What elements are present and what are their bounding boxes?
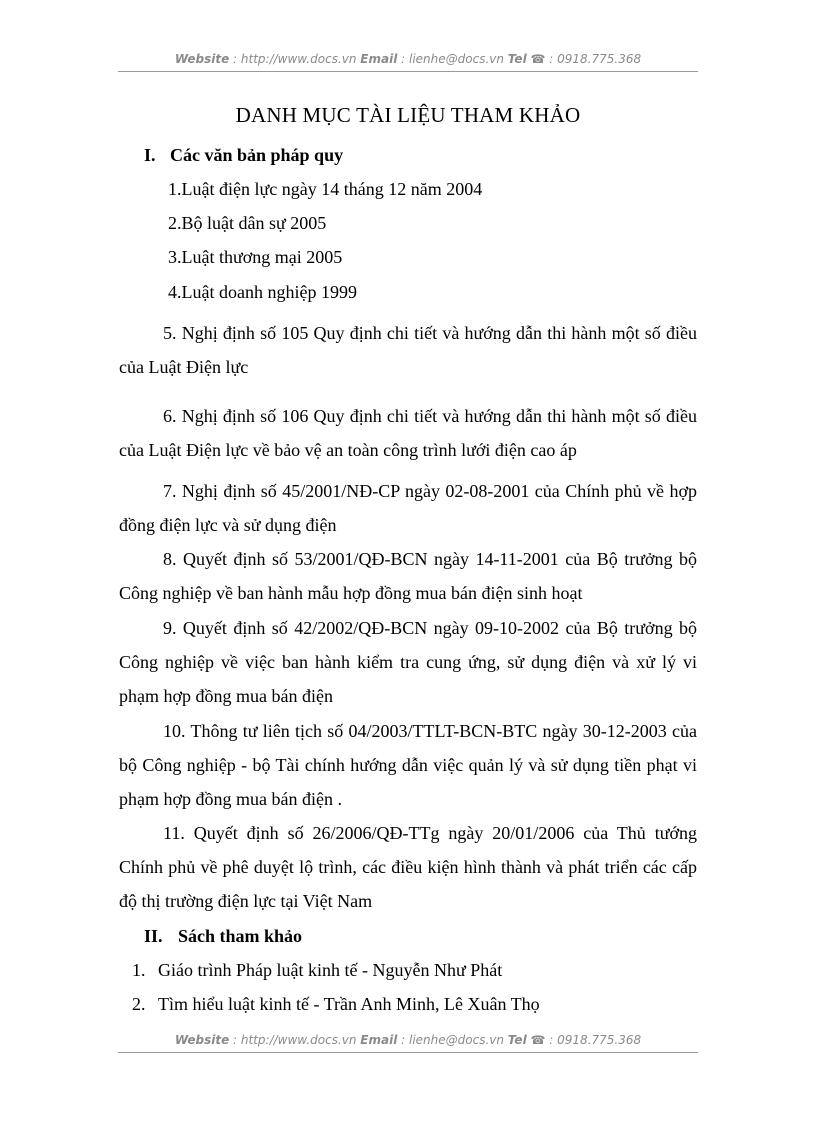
- section-number: I.: [144, 145, 156, 165]
- section-heading-legal-documents: [144, 145, 343, 166]
- list-item: 10. Thông tư liên tịch số 04/2003/TTLT-BCN-BTC ngày 30-12-2003 của bộ Công nghiệp - bộ Tài chính hướng dẫn việc quản lý và sử dụng tiền phạt vi phạm hợp đồng mua bán điện .: [119, 721, 697, 809]
- list-item: 1.Luật điện lực ngày 14 tháng 12 năm 2004: [168, 179, 483, 199]
- list-item: 7. Nghị định số 45/2001/NĐ-CP ngày 02-08-2001 của Chính phủ về hợp đồng điện lực và sử dụng điện: [119, 481, 697, 535]
- page-footer: [118, 1033, 698, 1047]
- section-title: Các văn bản pháp quy: [170, 145, 344, 165]
- page-title: DANH MỤC TÀI LIỆU THAM KHẢO: [235, 103, 581, 127]
- footer-divider: [118, 1052, 698, 1053]
- header-tel-label: Tel: [507, 52, 527, 66]
- section-title: Sách tham khảo: [178, 926, 303, 946]
- header-email-label: Email: [360, 52, 398, 66]
- list-item: 8. Quyết định số 53/2001/QĐ-BCN ngày 14-11-2001 của Bộ trưởng bộ Công nghiệp về ban hành mẫu hợp đồng mua bán điện sinh hoạt: [119, 549, 697, 603]
- header-divider: [118, 71, 698, 72]
- list-item: 6. Nghị định số 106 Quy định chi tiết và hướng dẫn thi hành một số điều của Luật Điện lực về bảo vệ an toàn công trình lưới điện cao áp: [119, 406, 697, 460]
- footer-tel-label: Tel: [507, 1033, 527, 1047]
- header-website-value: : http://www.docs.vn: [229, 52, 361, 66]
- list-item: 2.Bộ luật dân sự 2005: [168, 213, 327, 233]
- footer-email-value: : lienhe@docs.vn: [397, 1033, 508, 1047]
- section-heading-reference-books: [144, 926, 302, 947]
- footer-website-value: : http://www.docs.vn: [229, 1033, 361, 1047]
- header-email-value: : lienhe@docs.vn: [397, 52, 508, 66]
- list-item-text: Tìm hiểu luật kinh tế - Trần Anh Minh, Lê Xuân Thọ: [158, 994, 540, 1014]
- header-tel-value: ☎ : 0918.775.368: [526, 52, 642, 66]
- footer-email-label: Email: [360, 1033, 398, 1047]
- list-item: [132, 960, 502, 981]
- list-item: [132, 994, 540, 1015]
- list-item: 11. Quyết định số 26/2006/QĐ-TTg ngày 20/01/2006 của Thủ tướng Chính phủ về phê duyệt lộ trình, các điều kiện hình thành và phát triển các cấp độ thị trường điện lực tại Việt Nam: [119, 823, 697, 911]
- footer-tel-value: ☎ : 0918.775.368: [526, 1033, 642, 1047]
- list-item-number: 2.: [132, 994, 146, 1014]
- footer-website-label: Website: [174, 1033, 230, 1047]
- list-item: 3.Luật thương mại 2005: [168, 247, 343, 267]
- list-item: 5. Nghị định số 105 Quy định chi tiết và hướng dẫn thi hành một số điều của Luật Điện lực: [119, 323, 697, 377]
- header-website-label: Website: [174, 52, 230, 66]
- list-item: 4.Luật doanh nghiệp 1999: [168, 282, 357, 302]
- list-item-text: Giáo trình Pháp luật kinh tế - Nguyễn Như Phát: [158, 960, 503, 980]
- page-header: [118, 52, 698, 66]
- list-item: 9. Quyết định số 42/2002/QĐ-BCN ngày 09-10-2002 của Bộ trưởng bộ Công nghiệp về việc ban hành kiểm tra cung ứng, sử dụng điện và xử lý vi phạm hợp đồng mua bán điện: [119, 618, 697, 706]
- section-number: II.: [144, 926, 163, 946]
- list-item-number: 1.: [132, 960, 146, 980]
